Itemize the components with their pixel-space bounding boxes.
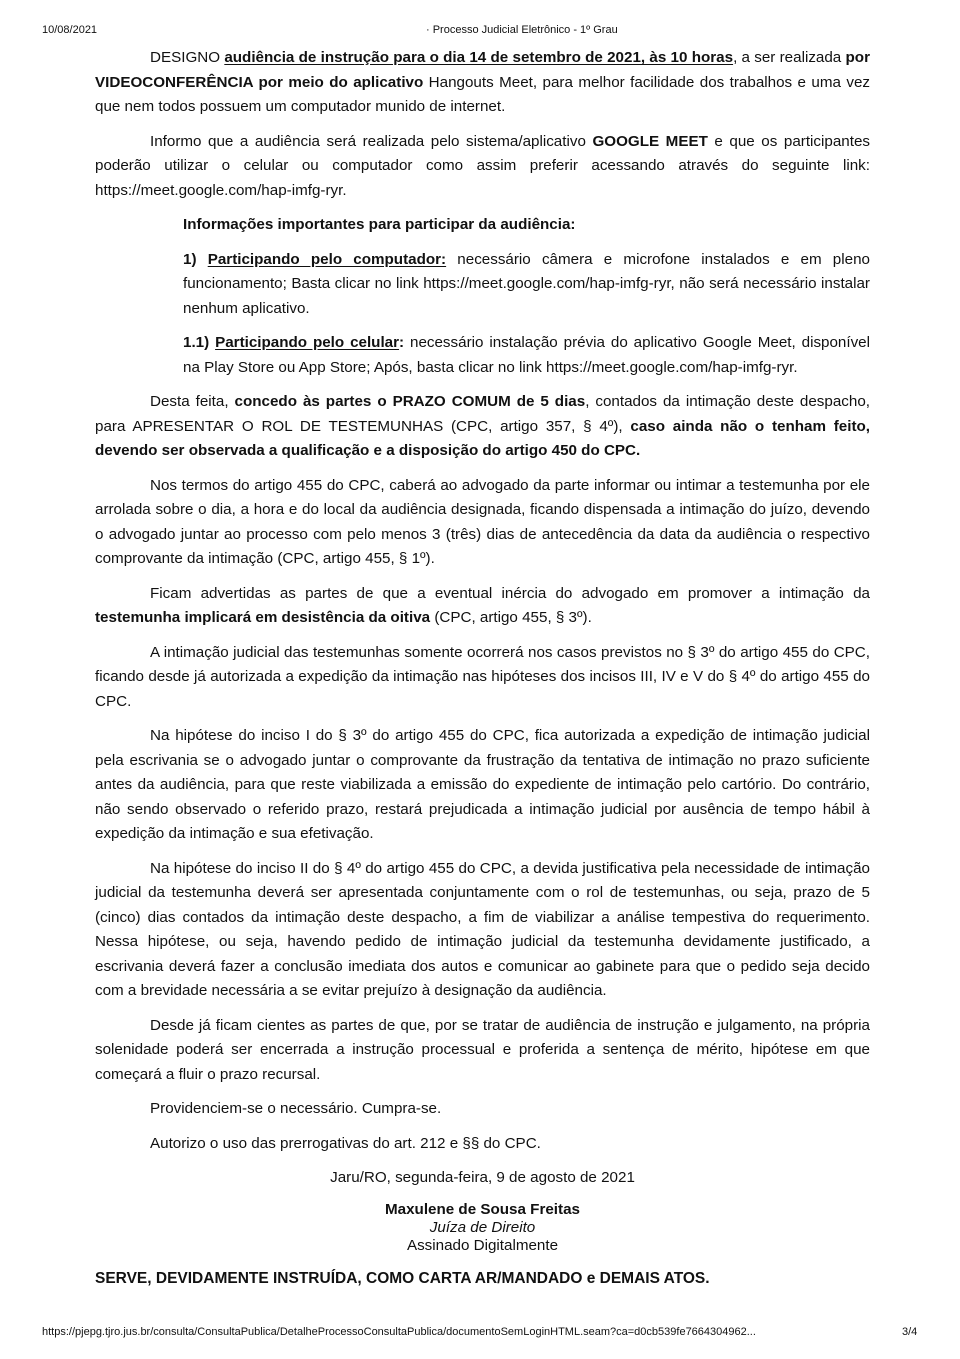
signer-role: Juíza de Direito [429,1218,536,1236]
paragraph-autorizo: Autorizo o uso das prerrogativas do art. 212 e §§ do CPC. [150,1134,541,1152]
instruction-computer [183,248,870,322]
paragraph-prazo [95,390,870,464]
serve-statement: SERVE, DEVIDAMENTE INSTRUÍDA, COMO CARTA AR/MANDADO e DEMAIS ATOS. [95,1269,710,1287]
text: Informo que a audiência será realizada pelo sistema/aplicativo [150,132,593,150]
instruction-mobile [183,331,870,380]
text: , contados da intimação deste despacho, para APRESENTAR O ROL DE TESTEMUNHAS (CPC, artigo 357, § 4º), [95,393,871,435]
item-label: Participando pelo computador: [207,250,447,268]
paragraph-google-meet [95,130,870,204]
item-number: 1) [183,250,208,268]
text: Ficam advertidas as partes de que a eventual inércia do advogado em promover a intimação da [150,584,870,602]
text: e que os participantes poderão utilizar o celular ou computador como assim preferir acessando através do seguinte link: https://meet.google.com/hap-imfg-ryr. [95,132,870,199]
signer-name: Maxulene de Sousa Freitas [385,1200,580,1218]
text: Hangouts Meet, para melhor facilidade dos trabalhos e uma vez que nem todos possuem um computador munido de internet. [95,73,870,115]
item-number: 1.1) [183,334,216,351]
signature-note: Assinado Digitalmente [406,1236,559,1254]
deadline-emphasis: concedo às partes o PRAZO COMUM de 5 dias [234,393,586,410]
text: (CPC, artigo 455, § 3º). [430,609,592,626]
item-label: Participando pelo celular [215,334,400,351]
instructions-title [183,213,870,238]
paragraph-cientes: Desde já ficam cientes as partes de que, por se tratar de audiência de instrução e julgamento, na própria solenidade poderá ser encerrada a instrução processual e proferida a sentença de mérito, hipótese em que começará a fluir o prazo recursal. [95,1016,870,1083]
page-number: 3/4 [902,1326,918,1338]
desistencia-emphasis: testemunha implicará em desistência da oitiva [95,609,431,626]
paragraph-inciso-ii: Na hipótese do inciso II do § 4º do artigo 455 do CPC, a devida justificativa pela necessidade de intimação judicial da testemunha deverá ser apresentada conjuntamente com o rol de testemunhas, ou seja, prazo de 5 (cinco) dias contados da intimação deste despacho, a fim de viabilizar a análise tempestiva do requerimento. Nessa hipótese, ou seja, havendo pedido de intimação judicial da testemunha devidamente justificado, a escrivania deverá fazer a conclusão imediata dos autos e comunicar ao gabinete para que o pedido seja decido com a brevidade necessária a se evitar prejuízo à designação da audiência. [95,859,870,999]
paragraph-inciso-i: Na hipótese do inciso I do § 3º do artigo 455 do CPC, fica autorizada a expedição de intimação judicial pela escrivania se o advogado juntar o comprovante da frustração da tentativa de intimação no prazo suficiente antes da audiência, para que reste viabilizada a emissão do expediente de intimação pelo cartório. Do contrário, não sendo observado o referido prazo, restará prejudicada a intimação judicial por ausência de tempo hábil à expedição da intimação e sua efetivação. [95,727,870,842]
paragraph-designo [95,46,870,120]
footer-url: https://pjepg.tjro.jus.br/consulta/ConsultaPublica/DetalheProcessoConsultaPublica/documentoSemLoginHTML.seam?ca=d0cb539fe7664304962... [42,1326,756,1338]
signature-block [95,1201,870,1255]
paragraph-artigo-455: Nos termos do artigo 455 do CPC, caberá ao advogado da parte informar ou intimar a testemunha por ele arrolada sobre o dia, a hora e do local da audiência designada, ficando dispensada a intimação do juízo, devendo o advogado juntar ao processo com pelo menos 3 (três) dias de antecedência da data da audiência o respectivo comprovante da intimação (CPC, artigo 455, § 1º). [95,476,870,567]
print-header-title: · Processo Judicial Eletrônico - 1º Grau [426,24,618,36]
videoconference-emphasis: por VIDEOCONFERÊNCIA por meio do aplicativo [95,49,870,91]
text: Informações importantes para participar da audiência: [183,216,576,233]
text: necessário instalação prévia do aplicativo Google Meet, disponível na Play Store ou App Store; Após, basta clicar no link https://meet.google.com/hap-imfg-ryr. [183,334,871,376]
print-date: 10/08/2021 [42,24,98,36]
text: : [399,334,405,351]
google-meet-emphasis: GOOGLE MEET [592,132,708,150]
text: , a ser realizada [733,49,846,66]
text: DESIGNO [150,49,225,66]
hearing-date-emphasis: audiência de instrução para o dia 14 de setembro de 2021, às 10 horas [224,49,734,66]
qualification-emphasis: caso ainda não o tenham feito, devendo ser observada a qualificação e a disposição do artigo 450 do CPC. [95,417,870,459]
document-body [95,46,870,1301]
paragraph-providenciem: Providenciem-se o necessário. Cumpra-se. [150,1100,442,1117]
text: Desta feita, [150,393,235,410]
instructions-block [95,213,870,380]
paragraph-advertencia [95,582,870,631]
place-date: Jaru/RO, segunda-feira, 9 de agosto de 2021 [330,1169,635,1186]
text: necessário câmera e microfone instalados e em pleno funcionamento; Basta clicar no link https://meet.google.com/hap-imfg-ryr, não será necessário instalar nenhum aplicativo. [183,250,870,317]
paragraph-intimacao-judicial: A intimação judicial das testemunhas somente ocorrerá nos casos previstos no § 3º do artigo 455 do CPC, ficando desde já autorizada a expedição da intimação nas hipóteses dos incisos III, IV e V do § 4º do artigo 455 do CPC. [95,643,870,710]
